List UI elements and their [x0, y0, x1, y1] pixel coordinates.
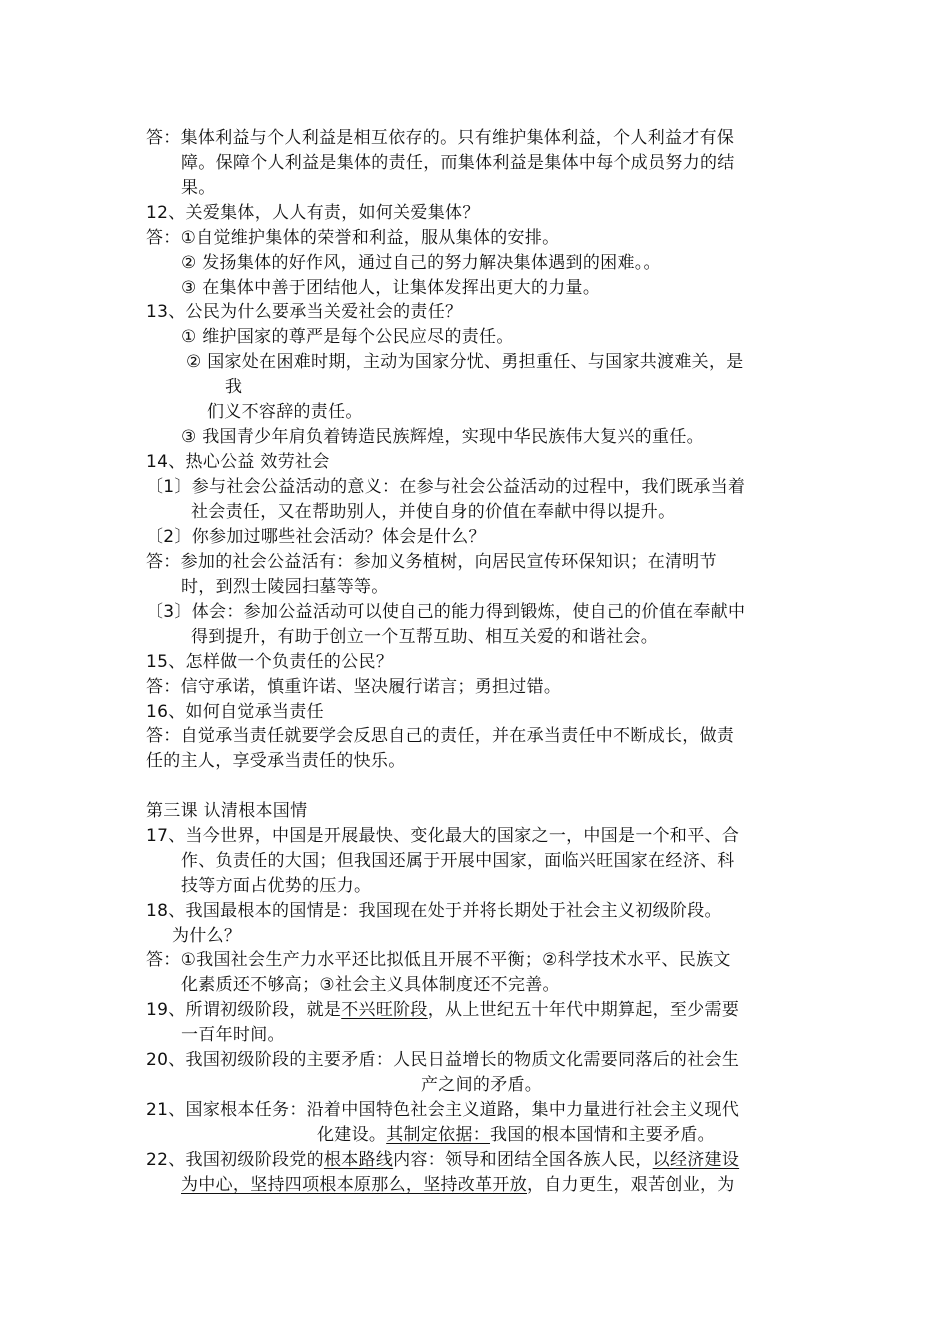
underlined-term: 为中心，坚持四项根本原那么，坚持改革开放 [181, 1175, 527, 1195]
text-line: ② 发扬集体的好作风，通过自己的努力解决集体遇到的困难。。 [181, 253, 661, 273]
text-line: 作、负责任的大国；但我国还属于开展中国家，面临兴旺国家在经济、科 [181, 851, 735, 871]
text-line: 我 [225, 377, 243, 397]
text-line: 答：集体利益与个人利益是相互依存的。只有维护集体利益，个人利益才有保 [146, 128, 735, 148]
question-15: 15、怎样做一个负责任的公民？ [146, 652, 394, 672]
section-heading: 第三课 认清根本国情 [146, 801, 308, 821]
text-line: ② 国家处在困难时期，主动为国家分忧、勇担重任、与国家共渡难关，是 [186, 352, 744, 372]
text-line: 一百年时间。 [181, 1025, 285, 1045]
text-line: 果。 [181, 178, 216, 198]
text-line: 化素质还不够高；③社会主义具体制度还不完善。 [181, 975, 560, 995]
text-line: 〔2〕你参加过哪些社会活动？体会是什么？ [146, 527, 486, 547]
text-line: 时，到烈士陵园扫墓等等。 [181, 577, 389, 597]
underlined-term: 以经济建设 [652, 1150, 740, 1170]
text-line: 得到提升，有助于创立一个互帮互助、相互关爱的和谐社会。 [191, 627, 659, 647]
text-line: 答：参加的社会公益活有：参加义务植树，向居民宣传环保知识；在清明节 [146, 552, 717, 572]
question-20: 20、我国初级阶段的主要矛盾：人民日益增长的物质文化需要同落后的社会生 [146, 1050, 740, 1070]
text-segment: 19、所谓初级阶段，就是 [146, 1000, 342, 1020]
text-line: 〔1〕参与社会公益活动的意义：在参与社会公益活动的过程中，我们既承当着 [146, 477, 746, 497]
text-line: 任的主人，享受承当责任的快乐。 [146, 751, 406, 771]
text-line: 〔3〕体会：参加公益活动可以使自己的能力得到锻炼，使自己的价值在奉献中 [146, 602, 746, 622]
text-line [181, 1173, 735, 1197]
question-13: 13、公民为什么要承当关爱社会的责任？ [146, 302, 463, 322]
text-segment: 我国的根本国情和主要矛盾。 [490, 1125, 715, 1145]
question-18: 18、我国最根本的国情是：我国现在处于并将长期处于社会主义初级阶段。 [146, 901, 722, 921]
question-12: 12、关爱集体，人人有责，如何关爱集体？ [146, 203, 480, 223]
text-segment: ，自力更生，艰苦创业，为 [527, 1175, 735, 1195]
text-line: 社会责任，又在帮助别人，并使自身的价值在奉献中得以提升。 [191, 502, 676, 522]
text-line: 答：①我国社会生产力水平还比拟低且开展不平衡；②科学技术水平、民族文 [146, 950, 731, 970]
text-line [317, 1123, 715, 1147]
text-line: ① 维护国家的尊严是每个公民应尽的责任。 [181, 327, 514, 347]
text-line: 为什么？ [172, 926, 242, 946]
text-line: ③ 在集体中善于团结他人，让集体发挥出更大的力量。 [181, 278, 601, 298]
underlined-term: 不兴旺阶段 [341, 1000, 428, 1020]
text-line: 答：自觉承当责任就要学会反思自己的责任，并在承当责任中不断成长，做责 [146, 726, 735, 746]
text-segment: 内容：领导和团结全国各族人民， [393, 1150, 653, 1170]
question-14: 14、热心公益 效劳社会 [146, 452, 330, 472]
text-segment: 22、我国初级阶段党的 [146, 1150, 324, 1170]
text-line: 产之间的矛盾。 [421, 1075, 543, 1095]
question-16: 16、如何自觉承当责任 [146, 702, 324, 722]
text-line: 答：信守承诺，慎重许诺、坚决履行诺言；勇担过错。 [146, 677, 562, 697]
question-22 [146, 1148, 739, 1172]
text-line: 答：①自觉维护集体的荣誉和利益，服从集体的安排。 [146, 228, 560, 248]
question-17: 17、当今世界，中国是开展最快、变化最大的国家之一，中国是一个和平、合 [146, 826, 740, 846]
underlined-term: 根本路线 [323, 1150, 394, 1170]
text-segment: 化建设。 [317, 1125, 387, 1145]
question-21: 21、国家根本任务：沿着中国特色社会主义道路，集中力量进行社会主义现代 [146, 1100, 740, 1120]
text-line: 们义不容辞的责任。 [207, 402, 363, 422]
underlined-term: 其制定依据： [386, 1125, 491, 1145]
question-19 [146, 998, 739, 1022]
text-line: 技等方面占优势的压力。 [181, 876, 372, 896]
text-line: ③ 我国青少年肩负着铸造民族辉煌，实现中华民族伟大复兴的重任。 [181, 427, 704, 447]
text-segment: ，从上世纪五十年代中期算起，至少需要 [427, 1000, 740, 1020]
text-line: 障。保障个人利益是集体的责任，而集体利益是集体中每个成员努力的结 [181, 153, 735, 173]
